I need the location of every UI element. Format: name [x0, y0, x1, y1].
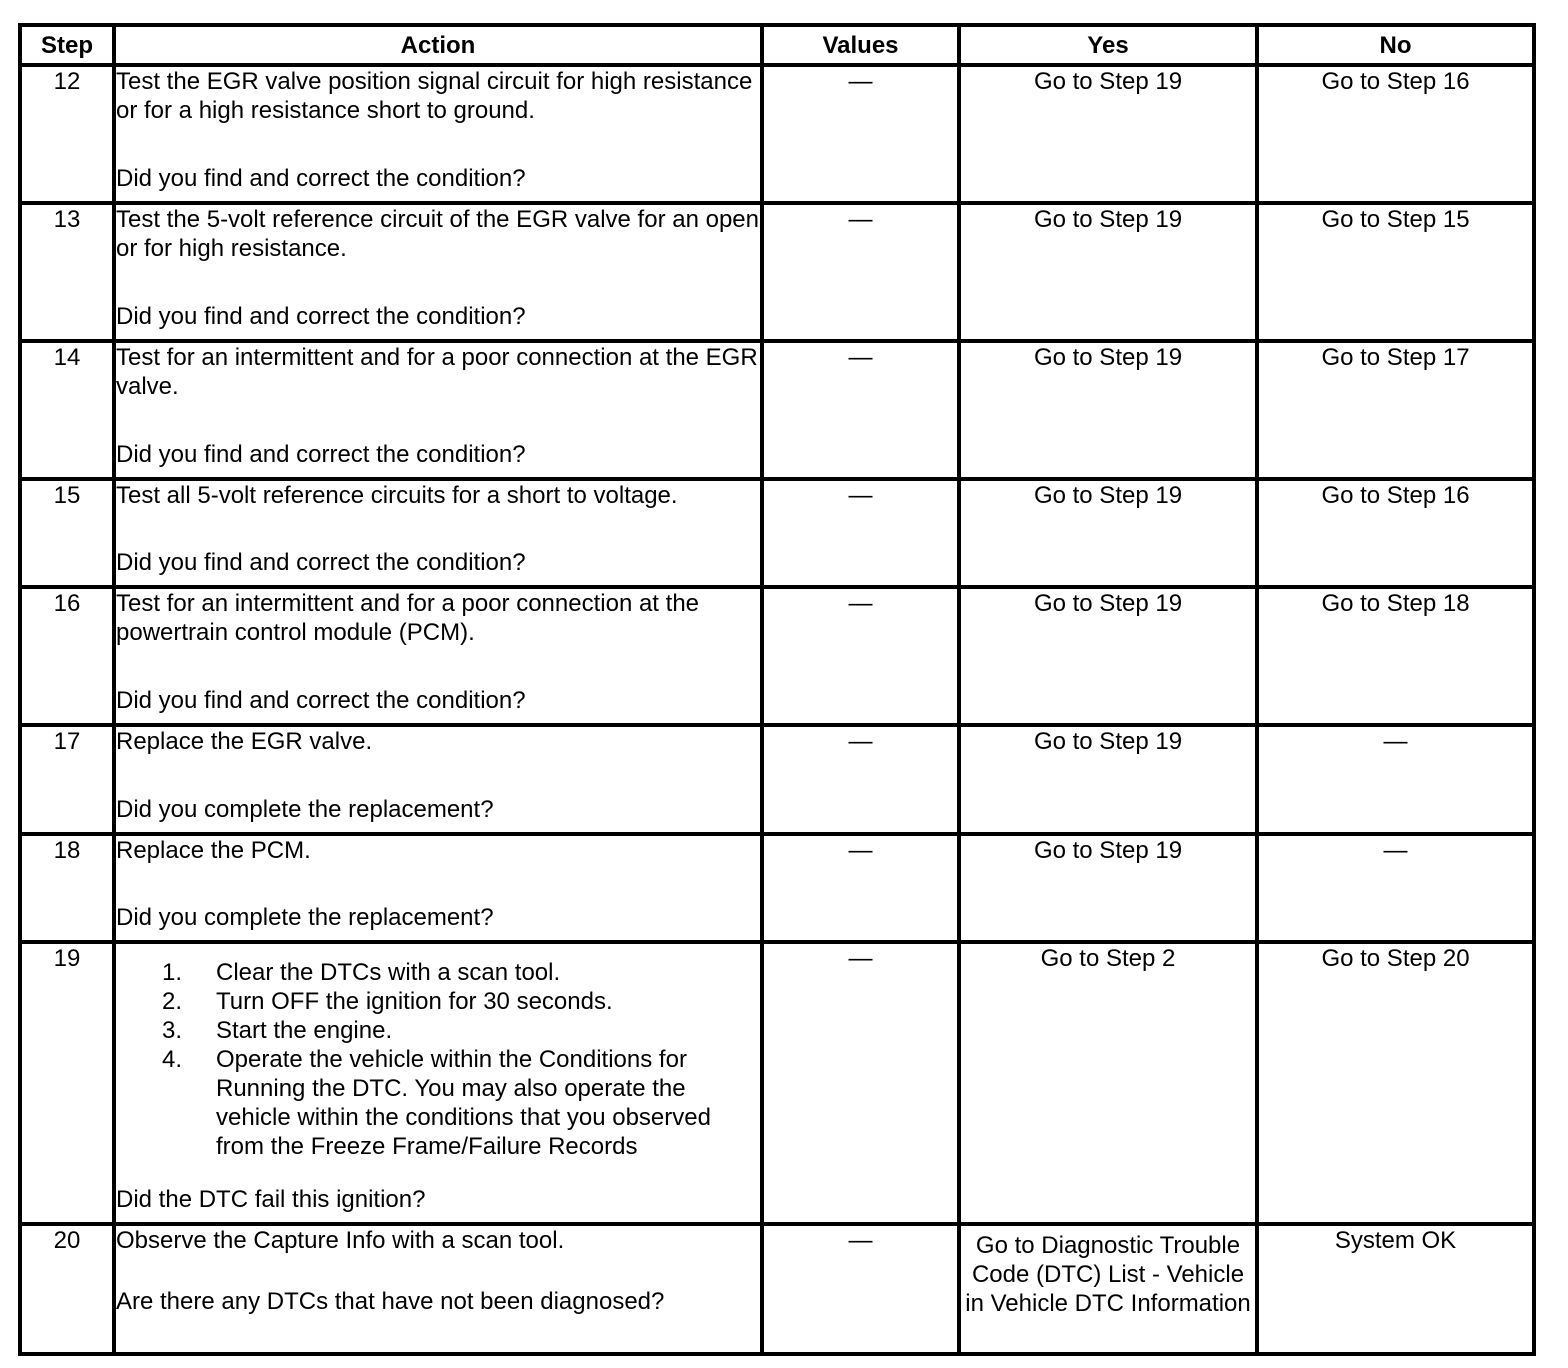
no-cell: Go to Step 16 — [1257, 65, 1534, 203]
list-item-number: 2. — [162, 988, 183, 1015]
table-row — [20, 1224, 1534, 1354]
step-number: 20 — [20, 1224, 114, 1354]
header-action: Action — [114, 25, 762, 65]
action-text: Test the 5-volt reference circuit of the EGR valve for an open or for high resistance. — [116, 206, 759, 262]
yes-cell: Go to Step 2 — [959, 942, 1257, 1224]
step-number: 12 — [20, 65, 114, 203]
header-yes: Yes — [959, 25, 1257, 65]
list-item — [116, 1045, 760, 1161]
action-question: Did you complete the replacement? — [116, 904, 494, 931]
action-text: Test for an intermittent and for a poor connection at the EGR valve. — [116, 344, 758, 400]
header-row — [20, 25, 1534, 65]
yes-cell: Go to Step 19 — [959, 587, 1257, 725]
table-row — [20, 341, 1534, 479]
list-item-number: 4. — [162, 1046, 183, 1073]
step-number: 17 — [20, 725, 114, 834]
action-cell — [114, 942, 762, 1224]
step-number: 19 — [20, 942, 114, 1224]
values-cell: — — [762, 341, 959, 479]
diagnostic-table — [18, 23, 1536, 1356]
header-step: Step — [20, 25, 114, 65]
action-text: Test for an intermittent and for a poor connection at the powertrain control module (PCM). — [116, 590, 700, 646]
action-question: Did you find and correct the condition? — [116, 687, 526, 714]
header-values: Values — [762, 25, 959, 65]
instruction-list — [116, 958, 760, 1161]
list-item-number: 1. — [162, 959, 183, 986]
step-number: 16 — [20, 587, 114, 725]
table-row — [20, 942, 1534, 1224]
list-item-text: Operate the vehicle within the Conditions for Running the DTC. You may also operate the vehicle within the conditions that you observed from the Freeze Frame/Failure Records — [216, 1046, 711, 1160]
yes-cell: Go to Step 19 — [959, 65, 1257, 203]
action-question: Did you find and correct the condition? — [116, 441, 526, 468]
no-cell: Go to Step 17 — [1257, 341, 1534, 479]
yes-cell: Go to Step 19 — [959, 834, 1257, 942]
table-row — [20, 834, 1534, 942]
values-cell: — — [762, 725, 959, 834]
action-cell — [114, 725, 762, 834]
no-cell: Go to Step 18 — [1257, 587, 1534, 725]
step-number: 13 — [20, 203, 114, 341]
yes-cell: Go to Diagnostic Trouble Code (DTC) List - Vehicle in Vehicle DTC Information — [959, 1224, 1257, 1354]
step-number: 18 — [20, 834, 114, 942]
action-text: Test all 5-volt reference circuits for a short to voltage. — [116, 482, 678, 509]
action-cell — [114, 834, 762, 942]
no-cell: — — [1257, 725, 1534, 834]
table-row — [20, 725, 1534, 834]
action-text: Observe the Capture Info with a scan tool. — [116, 1227, 565, 1254]
list-item — [116, 958, 760, 987]
values-cell: — — [762, 65, 959, 203]
step-number: 15 — [20, 479, 114, 587]
values-cell: — — [762, 1224, 959, 1354]
action-cell — [114, 1224, 762, 1354]
action-question: Did you find and correct the condition? — [116, 165, 526, 192]
action-question: Are there any DTCs that have not been diagnosed? — [116, 1288, 665, 1315]
action-text: Test the EGR valve position signal circuit for high resistance or for a high resistance short to ground. — [116, 68, 753, 124]
list-item-text: Clear the DTCs with a scan tool. — [216, 959, 561, 986]
action-cell — [114, 65, 762, 203]
action-question: Did you complete the replacement? — [116, 796, 494, 823]
no-cell: Go to Step 15 — [1257, 203, 1534, 341]
no-cell: System OK — [1257, 1224, 1534, 1354]
action-question: Did you find and correct the condition? — [116, 549, 526, 576]
action-text: Replace the PCM. — [116, 837, 311, 864]
header-no: No — [1257, 25, 1534, 65]
action-text: Replace the EGR valve. — [116, 728, 373, 755]
no-cell: Go to Step 16 — [1257, 479, 1534, 587]
list-item — [116, 1016, 760, 1045]
table-row — [20, 587, 1534, 725]
no-cell: — — [1257, 834, 1534, 942]
values-cell: — — [762, 203, 959, 341]
step-number: 14 — [20, 341, 114, 479]
yes-cell: Go to Step 19 — [959, 725, 1257, 834]
action-cell — [114, 479, 762, 587]
yes-cell: Go to Step 19 — [959, 203, 1257, 341]
action-cell — [114, 203, 762, 341]
table-row — [20, 203, 1534, 341]
action-cell — [114, 587, 762, 725]
values-cell: — — [762, 479, 959, 587]
table-row — [20, 65, 1534, 203]
list-item-text: Turn OFF the ignition for 30 seconds. — [216, 988, 613, 1015]
action-question: Did you find and correct the condition? — [116, 303, 526, 330]
no-cell: Go to Step 20 — [1257, 942, 1534, 1224]
yes-cell: Go to Step 19 — [959, 341, 1257, 479]
values-cell: — — [762, 834, 959, 942]
values-cell: — — [762, 942, 959, 1224]
list-item — [116, 987, 760, 1016]
list-item-number: 3. — [162, 1017, 183, 1044]
list-item-text: Start the engine. — [216, 1017, 393, 1044]
values-cell: — — [762, 587, 959, 725]
action-cell — [114, 341, 762, 479]
table-row — [20, 479, 1534, 587]
yes-cell: Go to Step 19 — [959, 479, 1257, 587]
action-question: Did the DTC fail this ignition? — [116, 1186, 426, 1213]
